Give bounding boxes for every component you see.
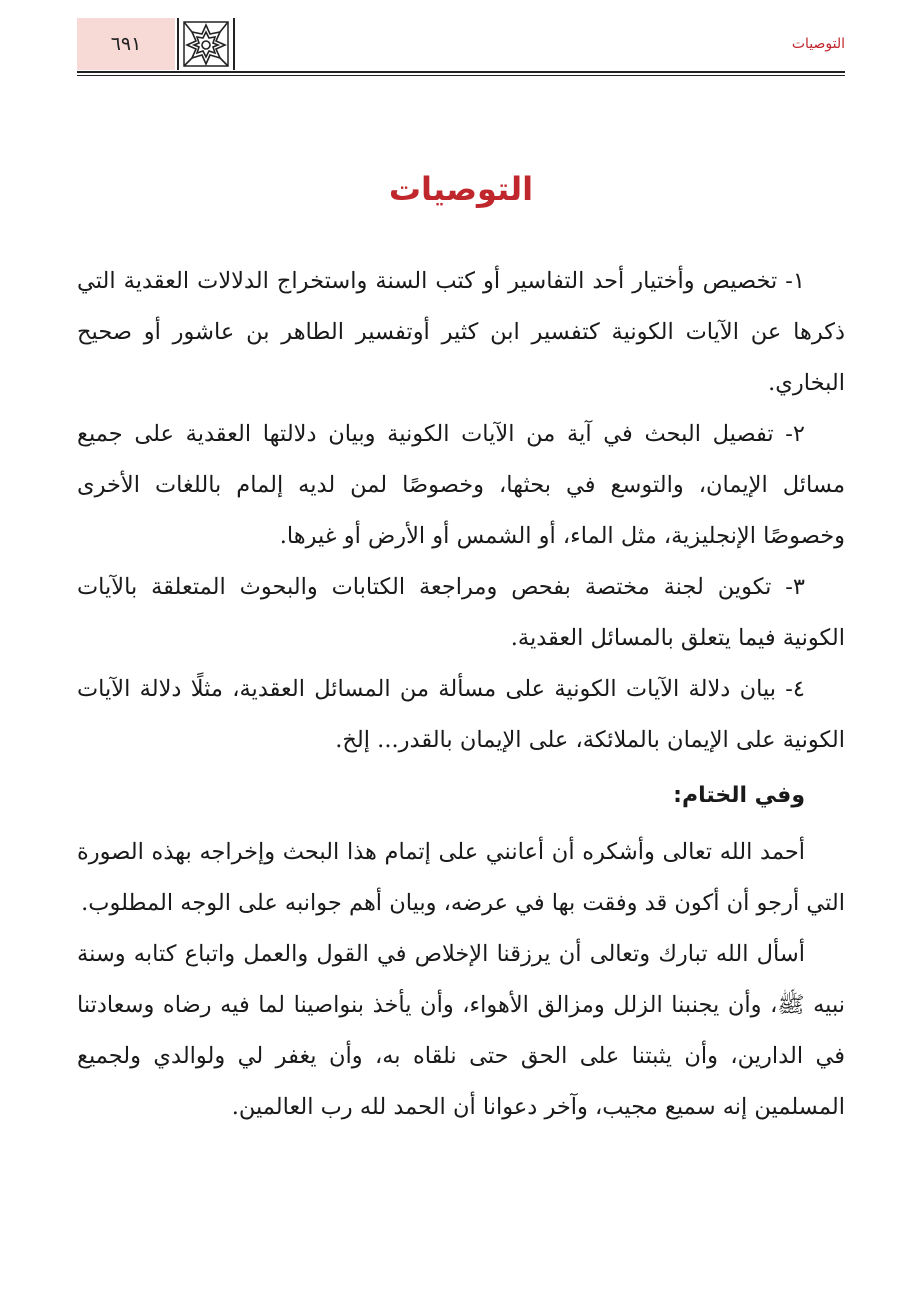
- recommendation-1: ١- تخصيص وأختيار أحد التفاسير أو كتب السنة واستخراج الدلالات العقدية التي ذكرها عن الآيات الكونية كتفسير ابن كثير أوتفسير الطاهر بن عاشور أو صحيح البخاري.: [77, 268, 845, 396]
- document-body: [77, 256, 845, 1133]
- page-number-box: [77, 18, 175, 70]
- header-rule-thin: [77, 75, 845, 76]
- geometric-star-ornament-icon: [177, 18, 235, 70]
- page-number: ٦٩١: [110, 33, 142, 55]
- header-rule-thick: [77, 71, 845, 73]
- page-header: [77, 18, 845, 76]
- recommendation-3: ٣- تكوين لجنة مختصة بفحص ومراجعة الكتابات والبحوث المتعلقة بالآيات الكونية فيما يتعلق بالمسائل العقدية.: [77, 574, 845, 651]
- page-title: التوصيات: [388, 170, 534, 208]
- running-title: التوصيات: [791, 36, 845, 52]
- closing-paragraph-1: أحمد الله تعالى وأشكره أن أعانني على إتمام هذا البحث وإخراجه بهذه الصورة التي أرجو أن أكون قد وفقت بها في عرضه، وبيان أهم جوانبه على الوجه المطلوب.: [77, 839, 845, 916]
- recommendation-2: ٢- تفصيل البحث في آية من الآيات الكونية وبيان دلالتها العقدية على جميع مسائل الإيمان، والتوسع في بحثها، وخصوصًا لمن لديه إلمام باللغات الأخرى وخصوصًا الإنجليزية، مثل الماء، أو الشمس أو الأرض أو غيرها.: [77, 421, 845, 549]
- recommendation-4: ٤- بيان دلالة الآيات الكونية على مسألة من المسائل العقدية، مثلًا دلالة الآيات الكونية على الإيمان بالملائكة، على الإيمان بالقدر... إلخ.: [77, 676, 845, 753]
- closing-paragraph-2: أسأل الله تبارك وتعالى أن يرزقنا الإخلاص في القول والعمل واتباع كتابه وسنة نبيه ﷺ، وأن يجنبنا الزلل ومزالق الأهواء، وأن يأخذ بنواصينا لما فيه رضاه وسعادتنا في الدارين، وأن يثبتنا على الحق حتى نلقاه به، وأن يغفر لي ولوالدي ولجميع المسلمين إنه سميع مجيب، وآخر دعوانا أن الحمد لله رب العالمين.: [77, 941, 845, 1120]
- closing-heading: وفي الختام:: [673, 783, 805, 808]
